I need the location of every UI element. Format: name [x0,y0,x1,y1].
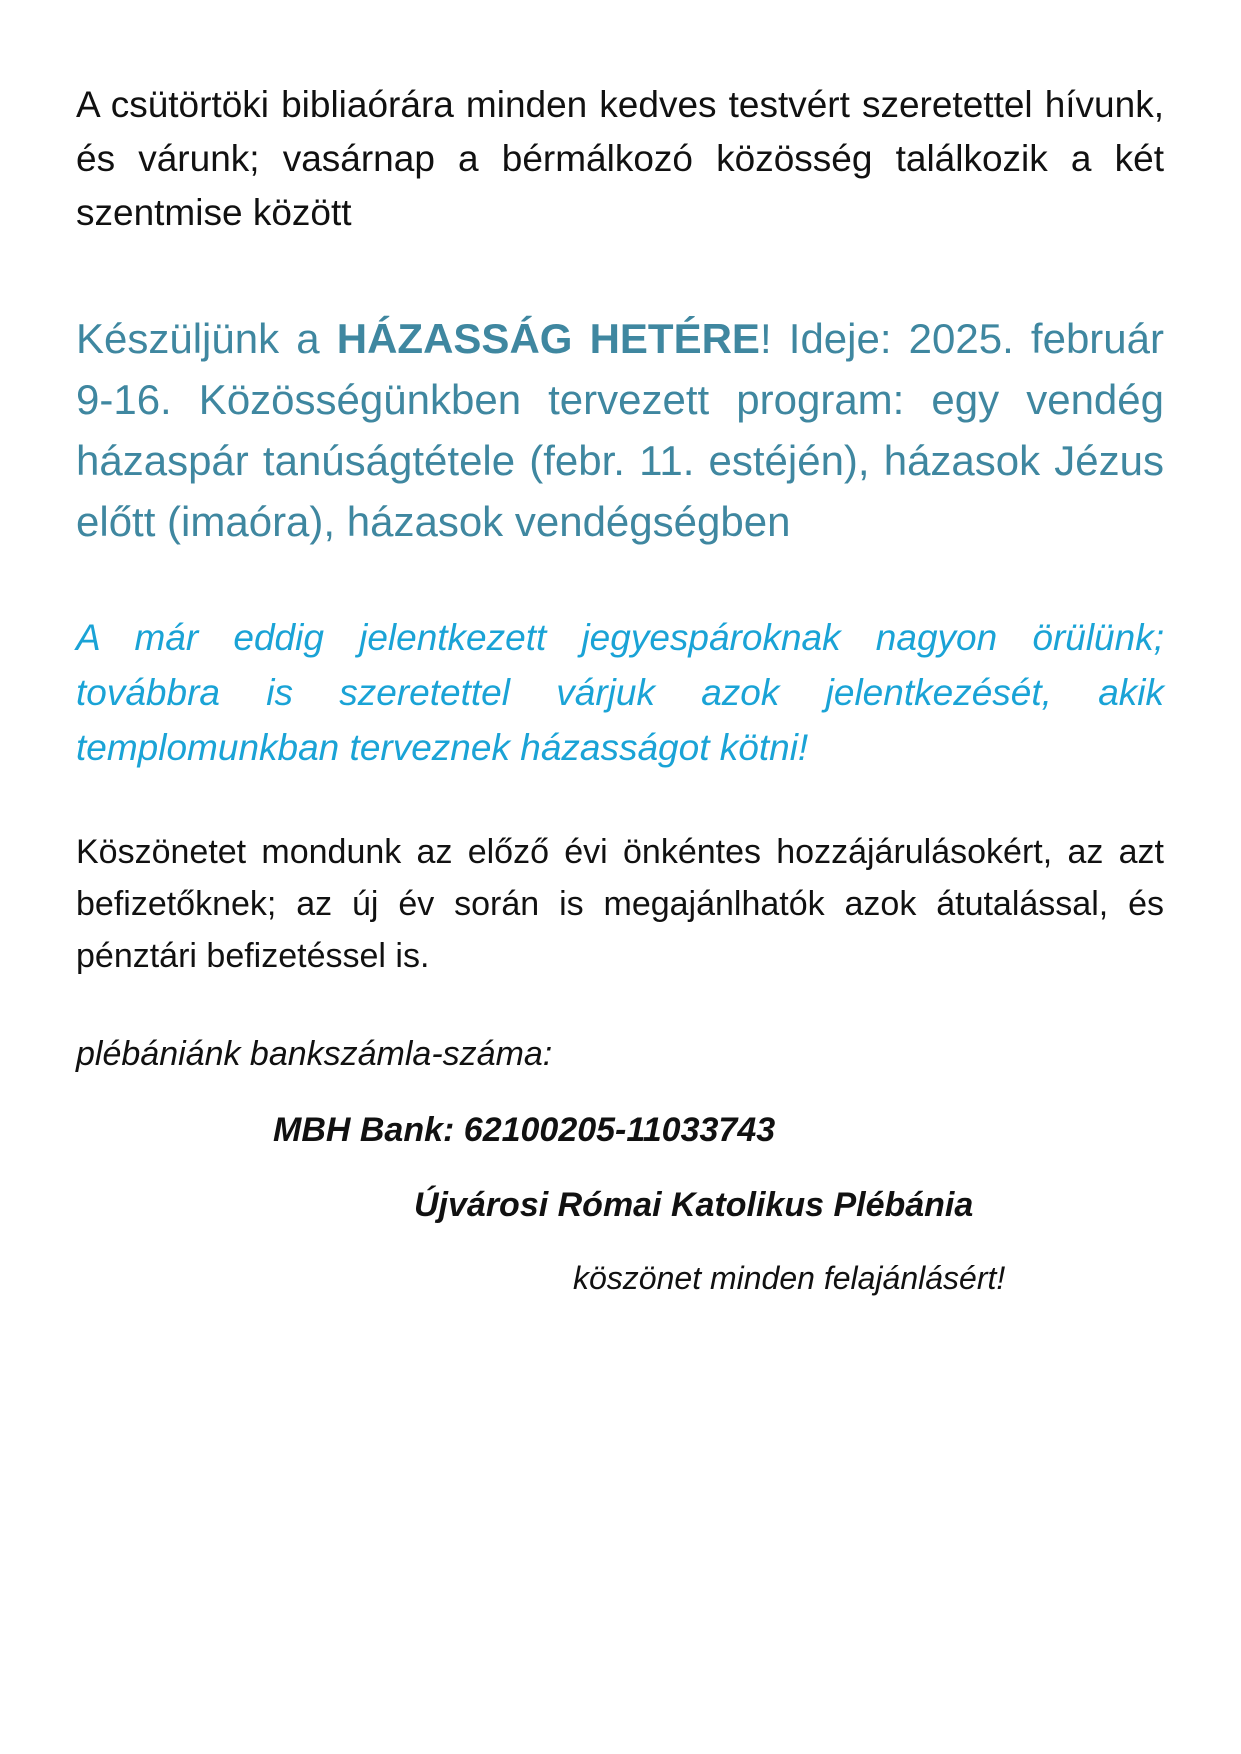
marriage-week-highlight: HÁZASSÁG HETÉRE [336,315,760,362]
marriage-week-details: ! Ideje: 2025. február 9-16. Közösségünkben tervezett program: egy vendég házaspár tanúságtétele (febr. 11. estéjén), házasok Jézus előtt (imaóra), házasok vendégségben [76,315,1164,545]
marriage-week-intro: Készüljünk a [76,315,337,362]
marriage-week-paragraph [76,308,1164,552]
bank-account-number: MBH Bank: 62100205-11033743 [273,1111,776,1149]
donations-paragraph: Köszönetet mondunk az előző évi önkéntes hozzájárulásokért, az azt befizetőknek; az új év során is megajánlhatók azok átutalással, és pénztári befizetéssel is. [76,833,1164,975]
parish-name: Újvárosi Római Katolikus Plébánia [414,1186,974,1224]
bible-study-paragraph: A csütörtöki bibliaórára minden kedves testvért szeretettel hívunk, és várunk; vasárnap a bérmálkozó közösség találkozik a két szentmise között [76,84,1164,233]
thanks-note: köszönet minden felajánlásért! [573,1260,1006,1296]
bank-account-label: plébániánk bankszámla-száma: [76,1035,553,1073]
engaged-couples-paragraph: A már eddig jelentkezett jegyespároknak nagyon örülünk; továbbra is szeretettel várjuk azok jelentkezését, akik templomunkban terveznek házasságot kötni! [76,617,1164,768]
